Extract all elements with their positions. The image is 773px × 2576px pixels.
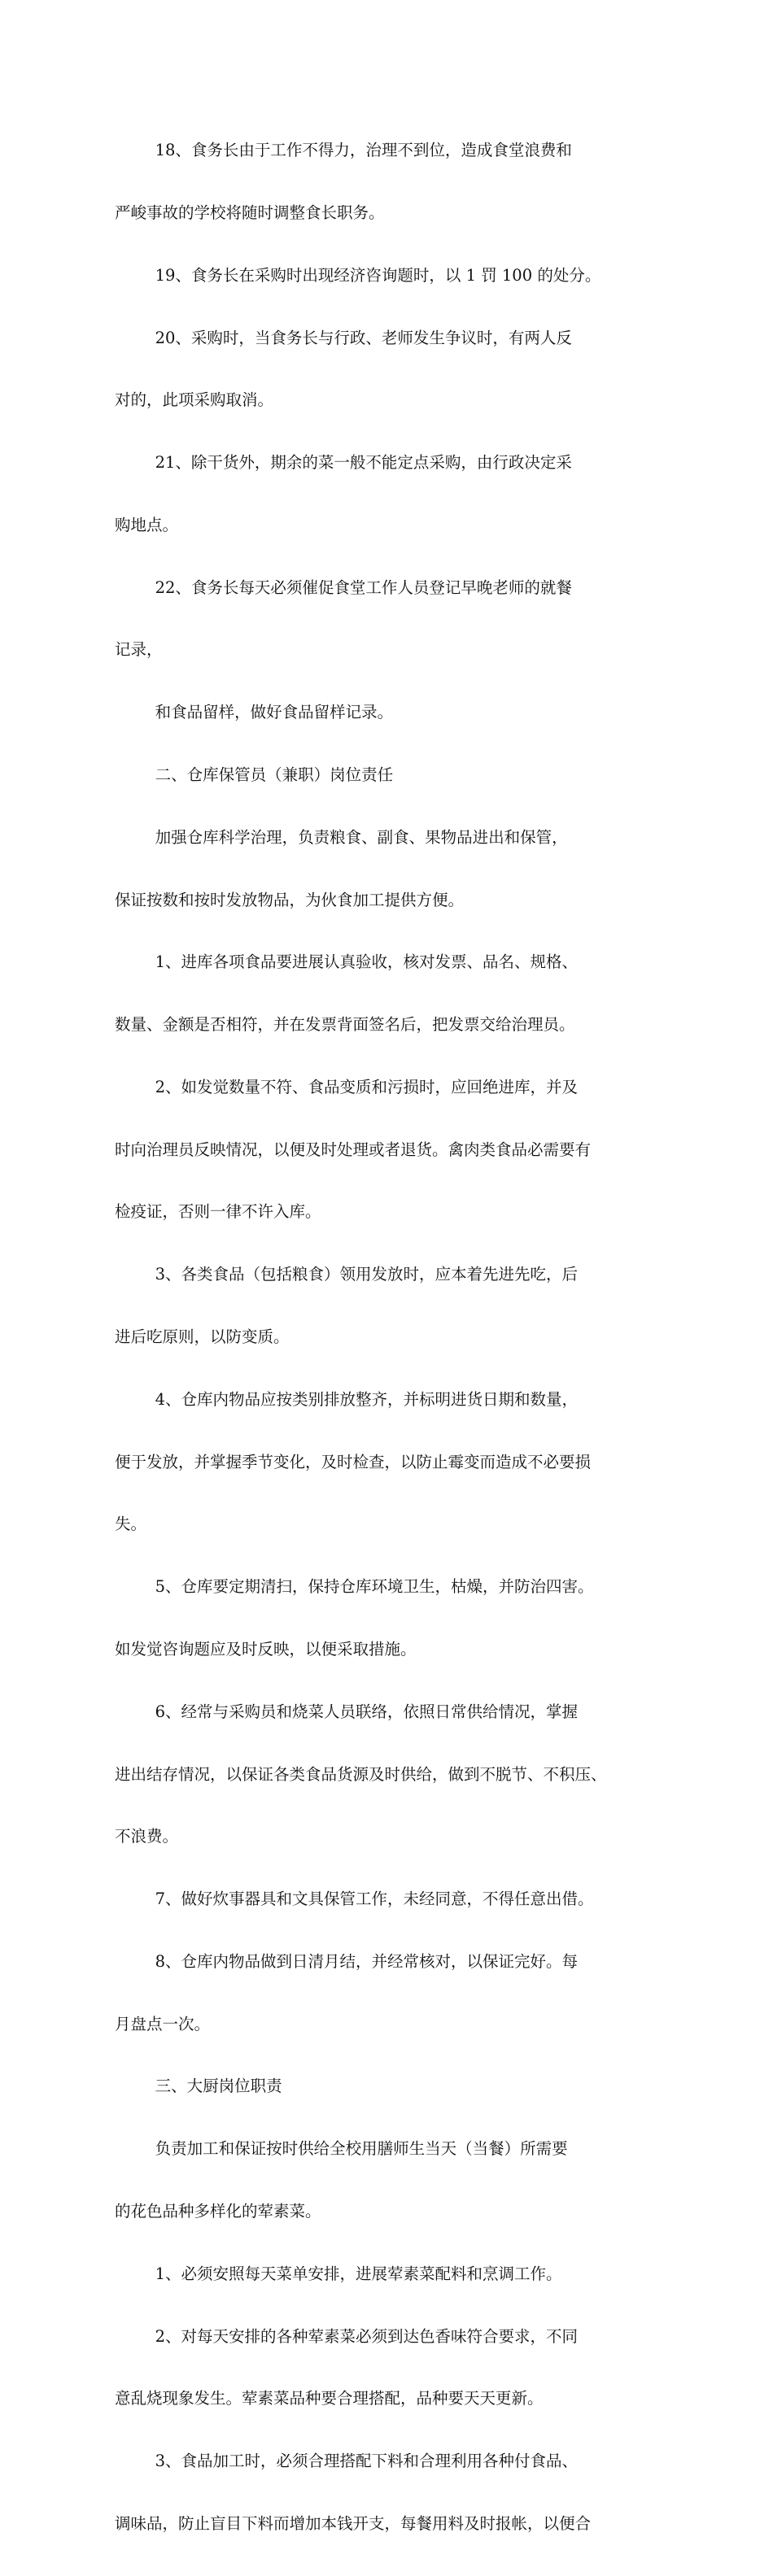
section-heading: 三、大厨岗位职责 bbox=[115, 2077, 282, 2096]
section-heading: 二、仓库保管员（兼职）岗位责任 bbox=[115, 765, 394, 784]
text-line: 进出结存情况，以保证各类食品货源及时供给，做到不脱节、不积压、 bbox=[115, 1764, 607, 1784]
text-line: 18、食务长由于工作不得力，治理不到位，造成食堂浪费和 bbox=[115, 141, 572, 160]
text-line: 保证按数和按时发放物品，为伙食加工提供方便。 bbox=[115, 890, 465, 909]
text-line: 5、仓库要定期清扫，保持仓库环境卫生，枯燥，并防治四害。 bbox=[115, 1577, 594, 1597]
text-line: 记录， bbox=[115, 640, 163, 660]
text-line: 的花色品种多样化的荤素菜。 bbox=[115, 2201, 321, 2221]
text-line: 严峻事故的学校将随时调整食长职务。 bbox=[115, 203, 385, 222]
text-line: 21、除干货外，期余的菜一般不能定点采购，由行政决定采 bbox=[115, 453, 572, 473]
text-line: 3、食品加工时，必须合理搭配下料和合理利用各种付食品、 bbox=[115, 2452, 578, 2471]
text-line: 加强仓库科学治理，负责粮食、副食、果物品进出和保管， bbox=[115, 827, 568, 847]
text-line: 对的，此项采购取消。 bbox=[115, 390, 274, 410]
text-line: 检疫证，否则一律不许入库。 bbox=[115, 1202, 321, 1222]
text-line: 进后吃原则，以防变质。 bbox=[115, 1327, 290, 1347]
text-line: 数量、金额是否相符，并在发票背面签名后，把发票交给治理员。 bbox=[115, 1015, 575, 1035]
text-line: 8、仓库内物品做到日清月结，并经常核对，以保证完好。每 bbox=[115, 1951, 578, 1971]
text-line: 22、食务长每天必须催促食堂工作人员登记早晚老师的就餐 bbox=[115, 578, 572, 597]
text-line: 4、仓库内物品应按类别排放整齐，并标明进货日期和数量， bbox=[115, 1389, 578, 1409]
text-line: 1、进库各项食品要进展认真验收，核对发票、品名、规格、 bbox=[115, 952, 578, 972]
text-line: 2、如发觉数量不符、食品变质和污损时，应回绝进库，并及 bbox=[115, 1077, 578, 1096]
text-line: 如发觉咨询题应及时反映，以便采取措施。 bbox=[115, 1639, 417, 1658]
text-line: 意乱烧现象发生。荤素菜品种要合理搭配，品种要天天更新。 bbox=[115, 2389, 544, 2408]
text-line: 20、采购时，当食务长与行政、老师发生争议时，有两人反 bbox=[115, 328, 572, 347]
text-line: 6、经常与采购员和烧菜人员联络，依照日常供给情况，掌握 bbox=[115, 1702, 578, 1721]
document-body bbox=[115, 98, 668, 2576]
text-line: 3、各类食品（包括粮食）领用发放时，应本着先进先吃，后 bbox=[115, 1265, 578, 1284]
text-line: 2、对每天安排的各种荤素菜必须到达色香味符合要求，不同 bbox=[115, 2326, 578, 2346]
text-line: 调味品，防止盲目下料而增加本钱开支，每餐用料及时报帐，以便合 bbox=[115, 2513, 592, 2533]
text-line: 1、必须安照每天菜单安排，进展荤素菜配料和烹调工作。 bbox=[115, 2264, 562, 2283]
text-line: 不浪费。 bbox=[115, 1827, 179, 1846]
text-line: 月盘点一次。 bbox=[115, 2014, 211, 2033]
text-line: 时向治理员反映情况，以便及时处理或者退货。禽肉类食品必需要有 bbox=[115, 1140, 592, 1159]
text-line: 和食品留样，做好食品留样记录。 bbox=[115, 703, 394, 722]
text-line: 7、做好炊事器具和文具保管工作，未经同意，不得任意出借。 bbox=[115, 1890, 594, 1909]
text-line: 便于发放，并掌握季节变化，及时检查，以防止霉变而造成不必要损 bbox=[115, 1452, 592, 1471]
text-line: 购地点。 bbox=[115, 515, 179, 534]
text-line: 19、食务长在采购时出现经济咨询题时，以 1 罚 100 的处分。 bbox=[115, 265, 601, 285]
text-line: 负责加工和保证按时供给全校用膳师生当天（当餐）所需要 bbox=[115, 2139, 568, 2159]
text-line: 失。 bbox=[115, 1515, 147, 1534]
